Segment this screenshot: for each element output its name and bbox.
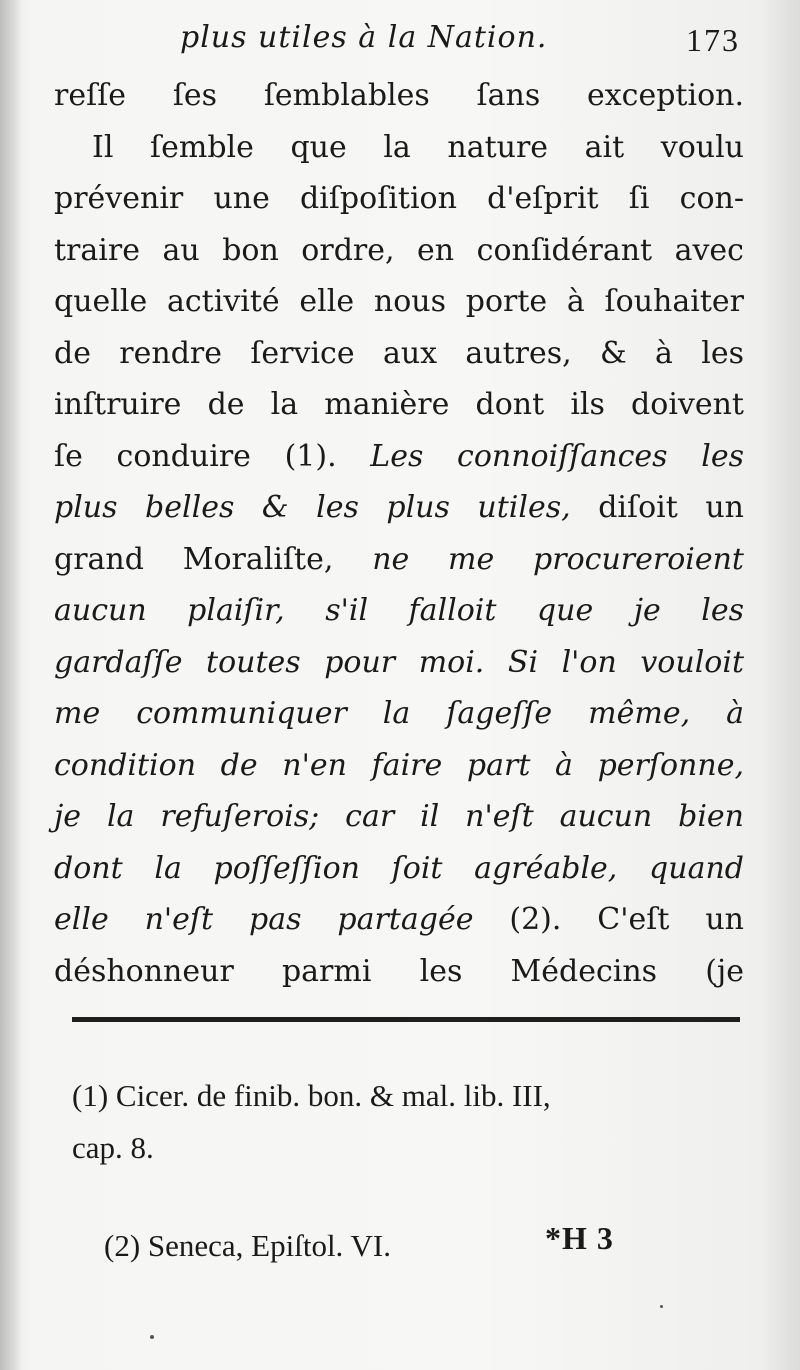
footnote-1-line-1: (1) Cicer. de finib. bon. & mal. lib. III, [72, 1078, 551, 1113]
text-line [54, 534, 744, 586]
text-span: elle n'eſt pas partagée [54, 902, 474, 937]
text-span: de rendre ſervice aux autres, & à les [54, 335, 744, 371]
footnote-rule [72, 1017, 740, 1022]
text-span: grand Moraliſte, [54, 541, 334, 577]
footnote-1-line-2: cap. 8. [72, 1130, 154, 1165]
page-number: 173 [686, 22, 740, 58]
page-gutter-shadow [0, 0, 22, 1370]
running-head: plus utiles à la Nation. [180, 20, 548, 55]
text-line [54, 843, 744, 895]
text-line [54, 122, 744, 174]
text-span: Il ſemble que la nature ait voulu [92, 129, 744, 165]
text-span: me communiquer la ſageſſe même, à [54, 696, 744, 731]
footnotes [72, 1070, 752, 1272]
text-span: gardaſſe toutes pour moi. Si l'on vouloit [54, 644, 744, 680]
text-span: je la refuſerois; car il n'eſt aucun bien [54, 799, 744, 834]
text-span: diſoit un [598, 490, 744, 525]
text-span: traire au bon ordre, en conſidérant avec [54, 232, 744, 268]
footnote-2: (2) Seneca, Epiſtol. VI. [104, 1228, 391, 1263]
paper-speck [660, 1305, 663, 1308]
text-line [54, 585, 744, 637]
page-header [180, 20, 740, 70]
text-line [54, 791, 744, 843]
text-line [54, 637, 744, 689]
text-line [54, 225, 744, 277]
text-span: quelle activité elle nous porte à ſouhaiter [54, 284, 744, 319]
text-line [54, 276, 744, 328]
text-line [54, 70, 744, 122]
text-line [54, 894, 744, 946]
text-span: dont la poſſeſſion ſoit agréable, quand [54, 850, 744, 886]
text-line [54, 946, 744, 998]
text-line [54, 431, 744, 483]
text-span: inſtruire de la manière dont ils doivent [54, 387, 744, 422]
body-text [54, 70, 744, 997]
signature-mark: *H 3 [545, 1220, 614, 1256]
text-span: déshonneur parmi les Médecins (je [54, 953, 744, 989]
text-span: ſe conduire (1). [54, 438, 337, 474]
text-line [54, 379, 744, 431]
text-span: Les connoiſſances les [370, 438, 744, 474]
text-span: reſſe ſes ſemblables ſans exception. [54, 78, 744, 113]
text-line [54, 688, 744, 740]
text-span: (2). C'eſt un [509, 902, 744, 937]
text-span: plus belles & les plus utiles, [54, 490, 571, 525]
text-span: ne me procureroient [372, 541, 744, 577]
text-span: prévenir une diſpoſition d'eſprit ſi con- [54, 181, 744, 216]
text-line [54, 173, 744, 225]
paper-speck [150, 1335, 154, 1339]
text-span: condition de n'en faire part à perſonne, [54, 747, 744, 783]
text-line [54, 482, 744, 534]
text-line [54, 328, 744, 380]
text-line [54, 740, 744, 792]
text-span: aucun plaiſir, s'il falloit que je les [54, 593, 744, 628]
